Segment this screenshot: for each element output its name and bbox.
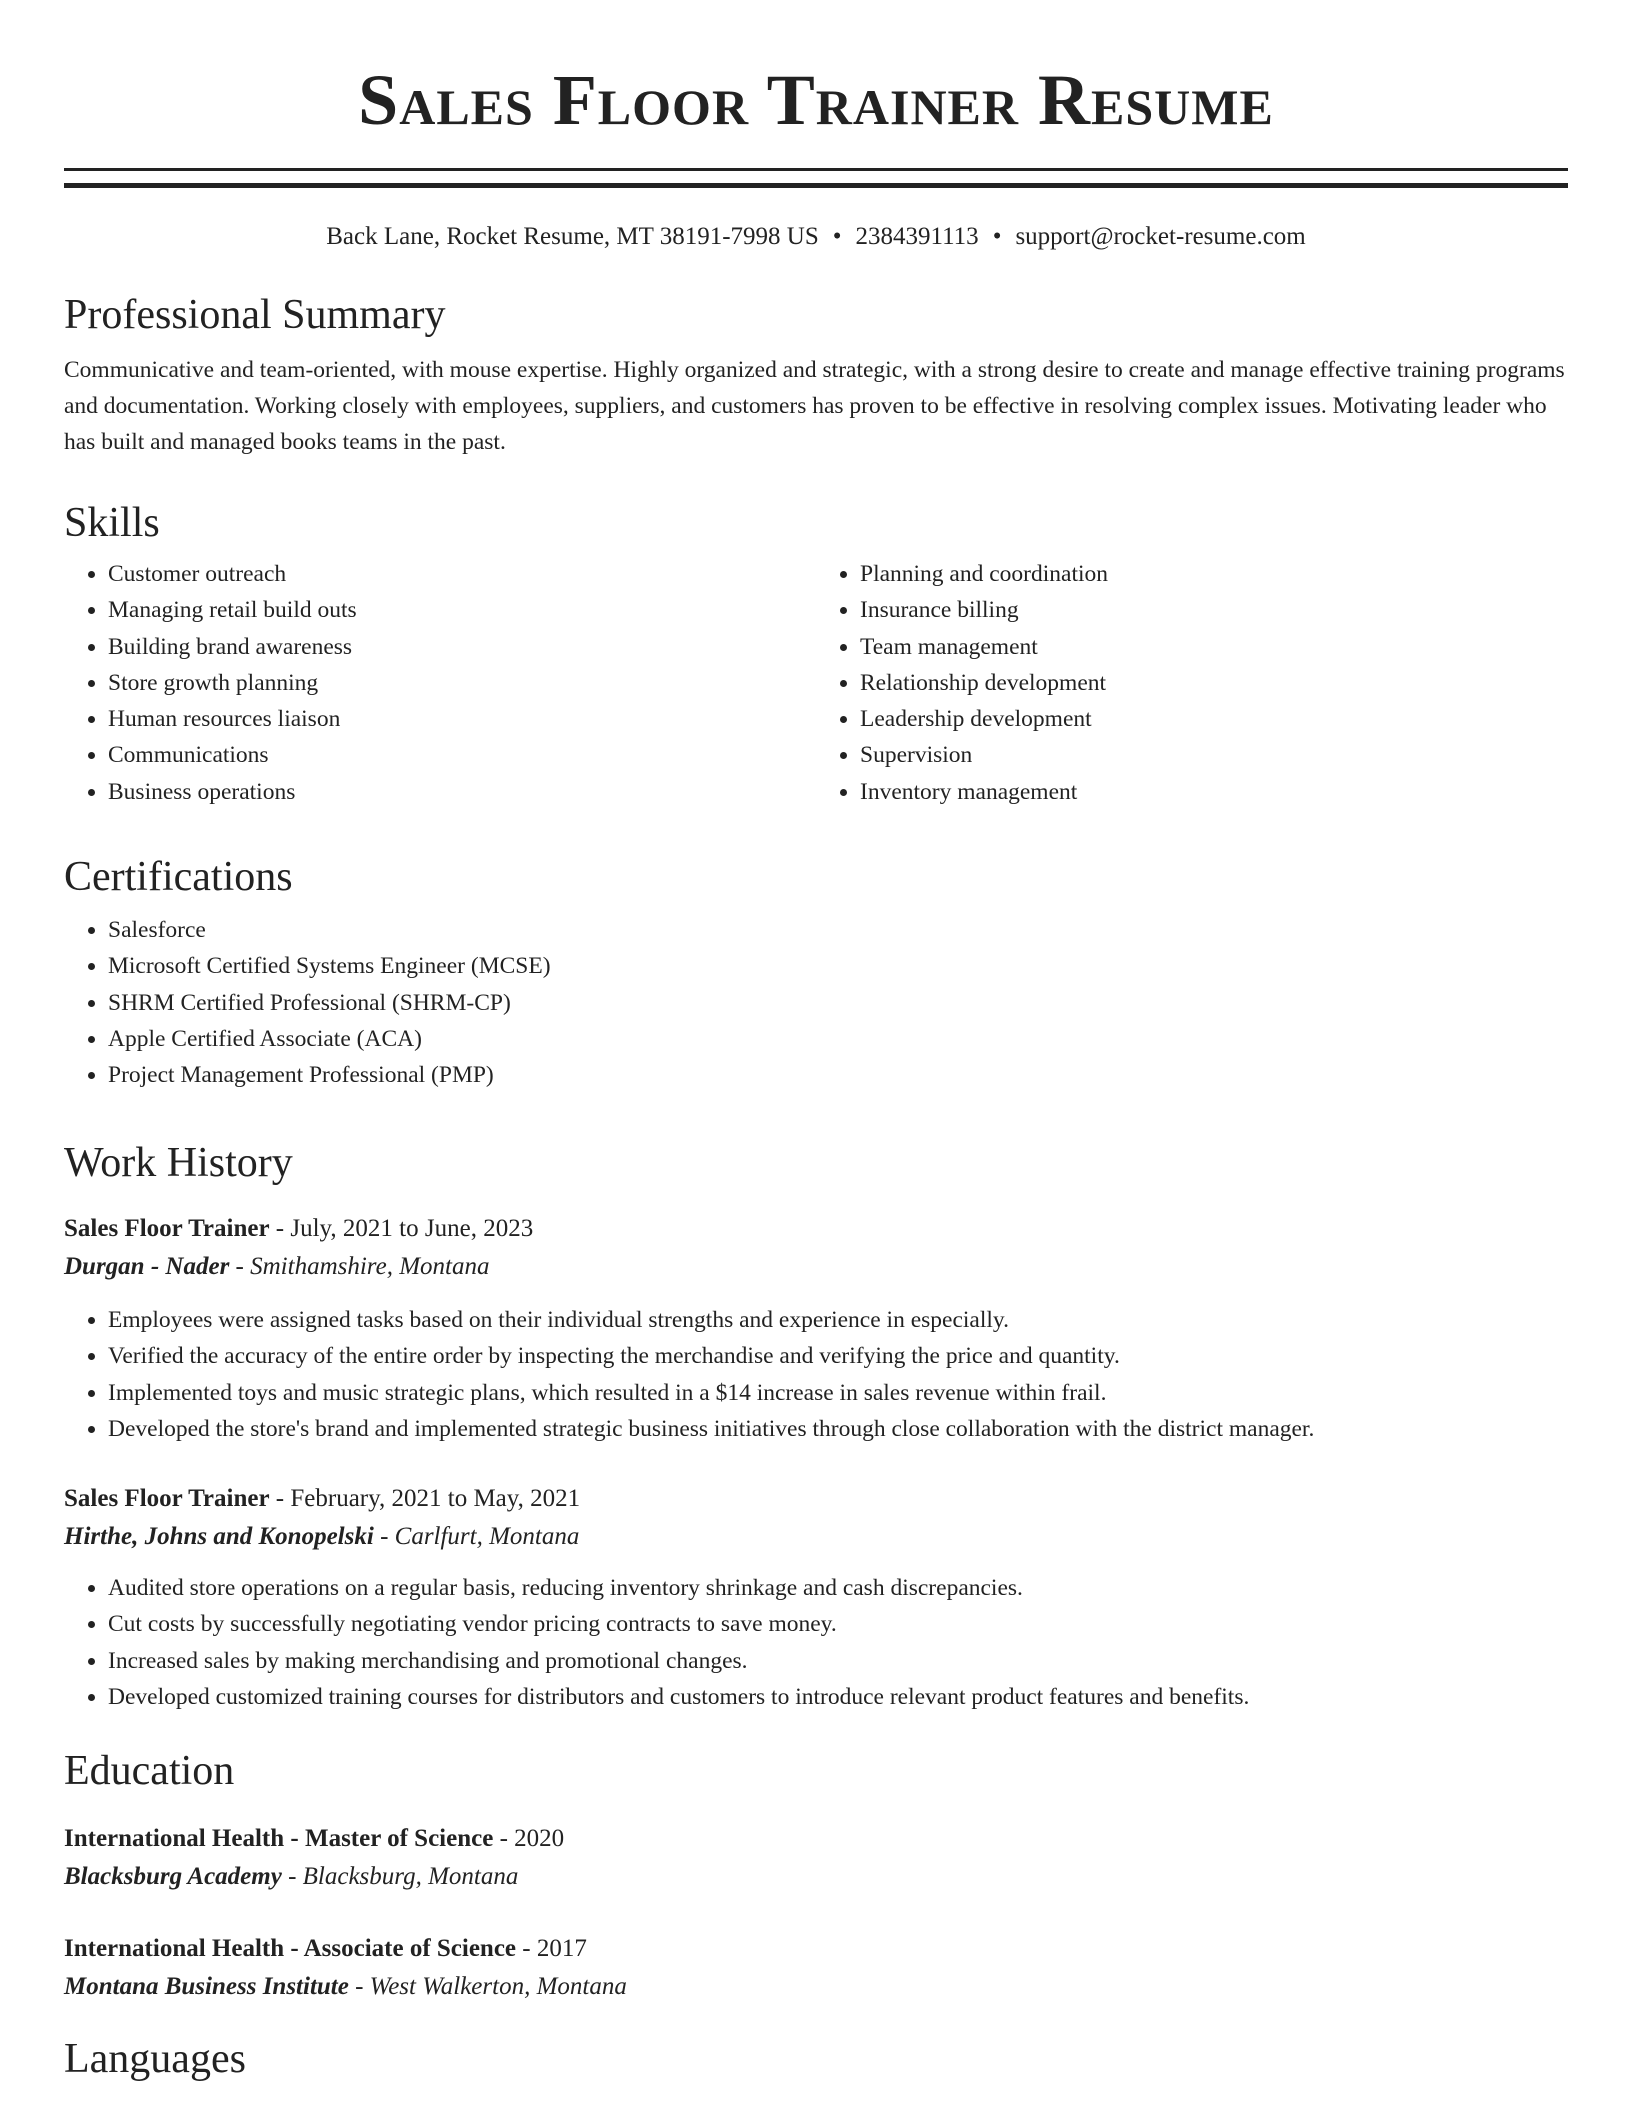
skills-columns — [64, 556, 1568, 810]
summary-section — [64, 290, 1568, 460]
job-bullets — [64, 1302, 1568, 1447]
skill-item: • Team management — [860, 629, 1568, 665]
joiner: - — [288, 1863, 297, 1890]
employer-line — [64, 1248, 1568, 1286]
contact-email: support@rocket-resume.com — [1015, 223, 1306, 250]
contact-separator: • — [992, 223, 1002, 250]
skill-item: • Leadership development — [860, 701, 1568, 737]
education-entry — [64, 1820, 1568, 1896]
education-entry — [64, 1930, 1568, 2006]
employer-name: Durgan - Nader — [64, 1253, 230, 1280]
joiner: - — [275, 1215, 285, 1242]
resume-title: Sales Floor Trainer Resume — [358, 60, 1274, 140]
skills-section — [64, 498, 1568, 810]
resume-page — [64, 0, 1568, 2082]
work-history-heading: Work History — [64, 1140, 293, 1186]
summary-heading: Professional Summary — [64, 292, 446, 338]
skill-item: • Managing retail build outs — [108, 592, 816, 628]
employer-location: Carlfurt, Montana — [394, 1523, 580, 1550]
skill-item: • Store growth planning — [108, 665, 816, 701]
job-bullet: • Verified the accuracy of the entire order by inspecting the merchandise and verifying the price and quantity. — [108, 1338, 1568, 1374]
job-bullets — [64, 1570, 1568, 1715]
school-location: West Walkerton, Montana — [369, 1973, 627, 2000]
skill-item: • Human resources liaison — [108, 701, 816, 737]
job-title: Sales Floor Trainer — [64, 1215, 270, 1242]
skills-heading: Skills — [64, 500, 160, 546]
job-entry — [64, 1480, 1568, 1715]
employer-location: Smithamshire, Montana — [250, 1253, 490, 1280]
employer-name: Hirthe, Johns and Konopelski — [64, 1523, 374, 1550]
job-bullet: • Increased sales by making merchandising and promotional changes. — [108, 1643, 1568, 1679]
degree-year: 2017 — [536, 1935, 587, 1962]
skill-item: • Communications — [108, 737, 816, 773]
joiner: - — [380, 1523, 389, 1550]
skill-item: • Supervision — [860, 737, 1568, 773]
skill-item: • Customer outreach — [108, 556, 816, 592]
skills-list-right — [816, 556, 1568, 810]
certifications-section — [64, 852, 1568, 1093]
certification-item: • SHRM Certified Professional (SHRM-CP) — [108, 985, 1568, 1021]
school-name: Blacksburg Academy — [64, 1863, 282, 1890]
school-line — [64, 1858, 1568, 1896]
degree-line — [64, 1820, 1568, 1858]
contact-address: Back Lane, Rocket Resume, MT 38191-7998 US — [326, 223, 819, 250]
joiner: - — [275, 1485, 285, 1512]
school-name: Montana Business Institute — [64, 1973, 349, 2000]
certification-item: • Project Management Professional (PMP) — [108, 1057, 1568, 1093]
certification-item: • Microsoft Certified Systems Engineer (MCSE) — [108, 948, 1568, 984]
job-bullet: • Cut costs by successfully negotiating vendor pricing contracts to save money. — [108, 1606, 1568, 1642]
job-title: Sales Floor Trainer — [64, 1485, 270, 1512]
job-entry — [64, 1210, 1568, 1447]
joiner: - — [522, 1935, 531, 1962]
job-bullet: • Employees were assigned tasks based on their individual strengths and experience in especially. — [108, 1302, 1568, 1338]
employer-line — [64, 1518, 1568, 1556]
job-title-line — [64, 1210, 1568, 1248]
degree-year: 2020 — [514, 1825, 565, 1852]
title-divider — [64, 168, 1568, 188]
degree-line — [64, 1930, 1568, 1968]
skill-item: • Planning and coordination — [860, 556, 1568, 592]
languages-heading: Languages — [64, 2036, 246, 2082]
job-title-line — [64, 1480, 1568, 1518]
skill-item: • Inventory management — [860, 774, 1568, 810]
education-section — [64, 1746, 1568, 1796]
job-bullet: • Implemented toys and music strategic plans, which resulted in a $14 increase in sales revenue within frail. — [108, 1375, 1568, 1411]
certifications-heading: Certifications — [64, 854, 293, 900]
languages-section — [64, 2034, 1568, 2084]
skill-item: • Relationship development — [860, 665, 1568, 701]
joiner: - — [235, 1253, 244, 1280]
school-line — [64, 1968, 1568, 2006]
certifications-list — [64, 912, 1568, 1093]
work-history-section — [64, 1138, 1568, 1188]
job-bullet: • Audited store operations on a regular basis, reducing inventory shrinkage and cash discrepancies. — [108, 1570, 1568, 1606]
skills-list-left — [64, 556, 816, 810]
summary-text: Communicative and team-oriented, with mouse expertise. Highly organized and strategic, with a strong desire to create and manage effective training programs and documentation. Working closely with employees, suppliers, and customers has proven to be effective in resolving complex issues. Motivating leader who has built and managed books teams in the past. — [64, 357, 1565, 455]
degree-name: International Health - Associate of Science — [64, 1935, 517, 1962]
certification-item: • Apple Certified Associate (ACA) — [108, 1021, 1568, 1057]
job-dates: July, 2021 to June, 2023 — [290, 1215, 534, 1242]
joiner: - — [355, 1973, 364, 2000]
school-location: Blacksburg, Montana — [302, 1863, 519, 1890]
job-bullet: • Developed the store's brand and implemented strategic business initiatives through close collaboration with the district manager. — [108, 1411, 1568, 1447]
degree-name: International Health - Master of Science — [64, 1825, 494, 1852]
contact-separator: • — [832, 223, 842, 250]
certification-item: • Salesforce — [108, 912, 1568, 948]
skill-item: • Building brand awareness — [108, 629, 816, 665]
skill-item: • Business operations — [108, 774, 816, 810]
joiner: - — [499, 1825, 508, 1852]
contact-phone: 2384391113 — [855, 223, 979, 250]
job-dates: February, 2021 to May, 2021 — [290, 1485, 581, 1512]
contact-line — [64, 220, 1568, 254]
job-bullet: • Developed customized training courses for distributors and customers to introduce relevant product features and benefits. — [108, 1679, 1568, 1715]
skill-item: • Insurance billing — [860, 592, 1568, 628]
education-heading: Education — [64, 1748, 235, 1794]
